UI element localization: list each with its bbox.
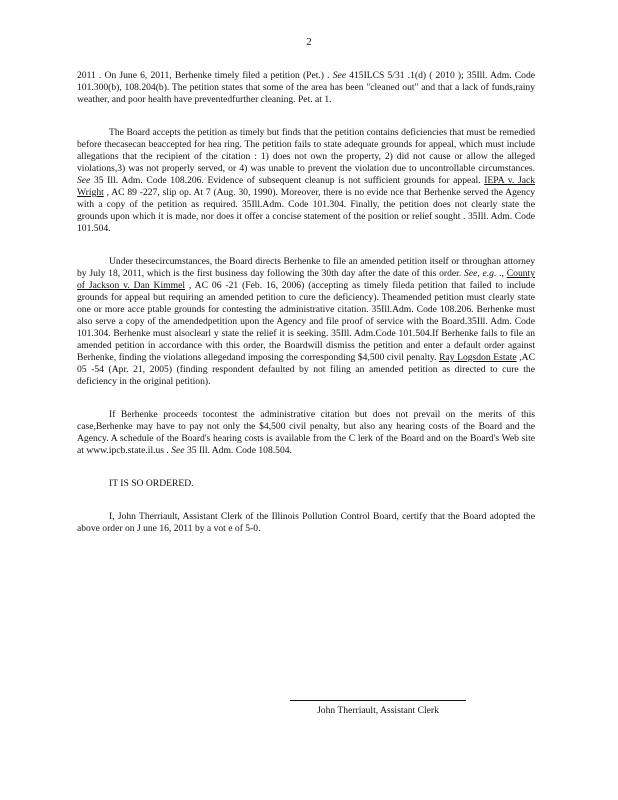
paragraph-hearing-costs: If Berhenke proceeds tocontest the administrative citation but does not prevail on the merits of this case,Berhenke may have to pay not only the $4,500 civil penalty, but also any hearing costs of the Board and the Agency. A schedule of the Board's hearing costs is available from the C lerk of the Board and on the Board's Web site at www.ipcb.state.il.us . See 35 Ill. Adm. Code 108.504.: [77, 409, 535, 456]
signature-name: John Therriault, Assistant Clerk: [317, 705, 439, 716]
paragraph-deficiencies: The Board accepts the petition as timely but finds that the petition contains deficiencies that must be remedied before thecasecan beaccepted for hea ring. The petition fails to state adequate grounds for appeal, which must include allegations that the recipient of the citation : 1) does not own the property, 2) did not cause or allow the alleged violations,3) was not properly served, or 4) was unable to prevent the violation due to uncontrollable circumstances. See 35 Ill. Adm. Code 108.206. Evidence of subsequent cleanup is not sufficient grounds for appeal. IEPA v. Jack Wright , AC 89 -227, slip op. At 7 (Aug. 30, 1990). Moreover, there is no evide nce that Berhenke served the Agency with a copy of the petition as required. 35Ill.Adm. Code 101.304. Finally, the petition does not clearly state the grounds upon which it is made, nor does it offer a concise statement of the position or relief sought . 35Ill. Adm. Code 101.504.: [77, 127, 536, 234]
case-citation-logsdon-estate: Ray Logsdon Estate: [439, 352, 517, 363]
paragraph-so-ordered: IT IS SO ORDERED.: [109, 478, 194, 489]
paragraph-certification: I, John Therriault, Assistant Clerk of the Illinois Pollution Control Board, certify that the Board adopted the above order on J une 16, 2011 by a vot e of 5-0.: [77, 511, 535, 534]
page-number: 2: [306, 36, 312, 48]
case-citation-iepa-wright: IEPA v. Jack Wright: [77, 175, 536, 198]
case-citation-jackson-kimmel: County of Jackson v. Dan Kimmel: [77, 268, 536, 291]
paragraph-amended-petition: Under thesecircumstances, the Board directs Berhenke to file an amended petition itself or throughan attorney by July 18, 2011, which is the first business day following the 30th day after the date of this order. See, e.g. ., County of Jackson v. Dan Kimmel , AC 06 -21 (Feb. 16, 2006) (accepting as timely fileda petition that failed to include grounds for appeal but requiring an amended petition to cure the deficiency). Theamended petition must clearly state one or more acce ptable grounds for contesting the administrative citation. 35Ill.Adm. Code 108.206. Berhenke must also serve a copy of the amendedpetition upon the Agency and file proof of service with the Board.35Ill. Adm. Code 101.304. Berhenke must alsoclearl y state the relief it is seeking. 35Ill. Adm.Code 101.504.If Berhenke fails to file an amended petition in accordance with this order, the Boardwill dismiss the petition and enter a default order against Berhenke, finding the violations allegedand imposing the corresponding $4,500 civil penalty. Ray Logsdon Estate ,AC 05 -54 (Apr. 21, 2005) (finding respondent defaulted by not filing an amended petition as directed to cure the deficiency in the original petition).: [77, 256, 536, 387]
order-body: [77, 70, 535, 556]
signature-line: [290, 700, 466, 701]
paragraph-petition-filed: 2011 . On June 6, 2011, Berhenke timely filed a petition (Pet.) . See 415ILCS 5/31 .1(d) ( 2010 ); 35Ill. Adm. Code 101.300(b), 108.204(b). The petition states that some of the area has been "cleaned out" and that a lack of funds,rainy weather, and poor health have preventedfurther cleaning. Pet. at 1.: [77, 70, 536, 105]
